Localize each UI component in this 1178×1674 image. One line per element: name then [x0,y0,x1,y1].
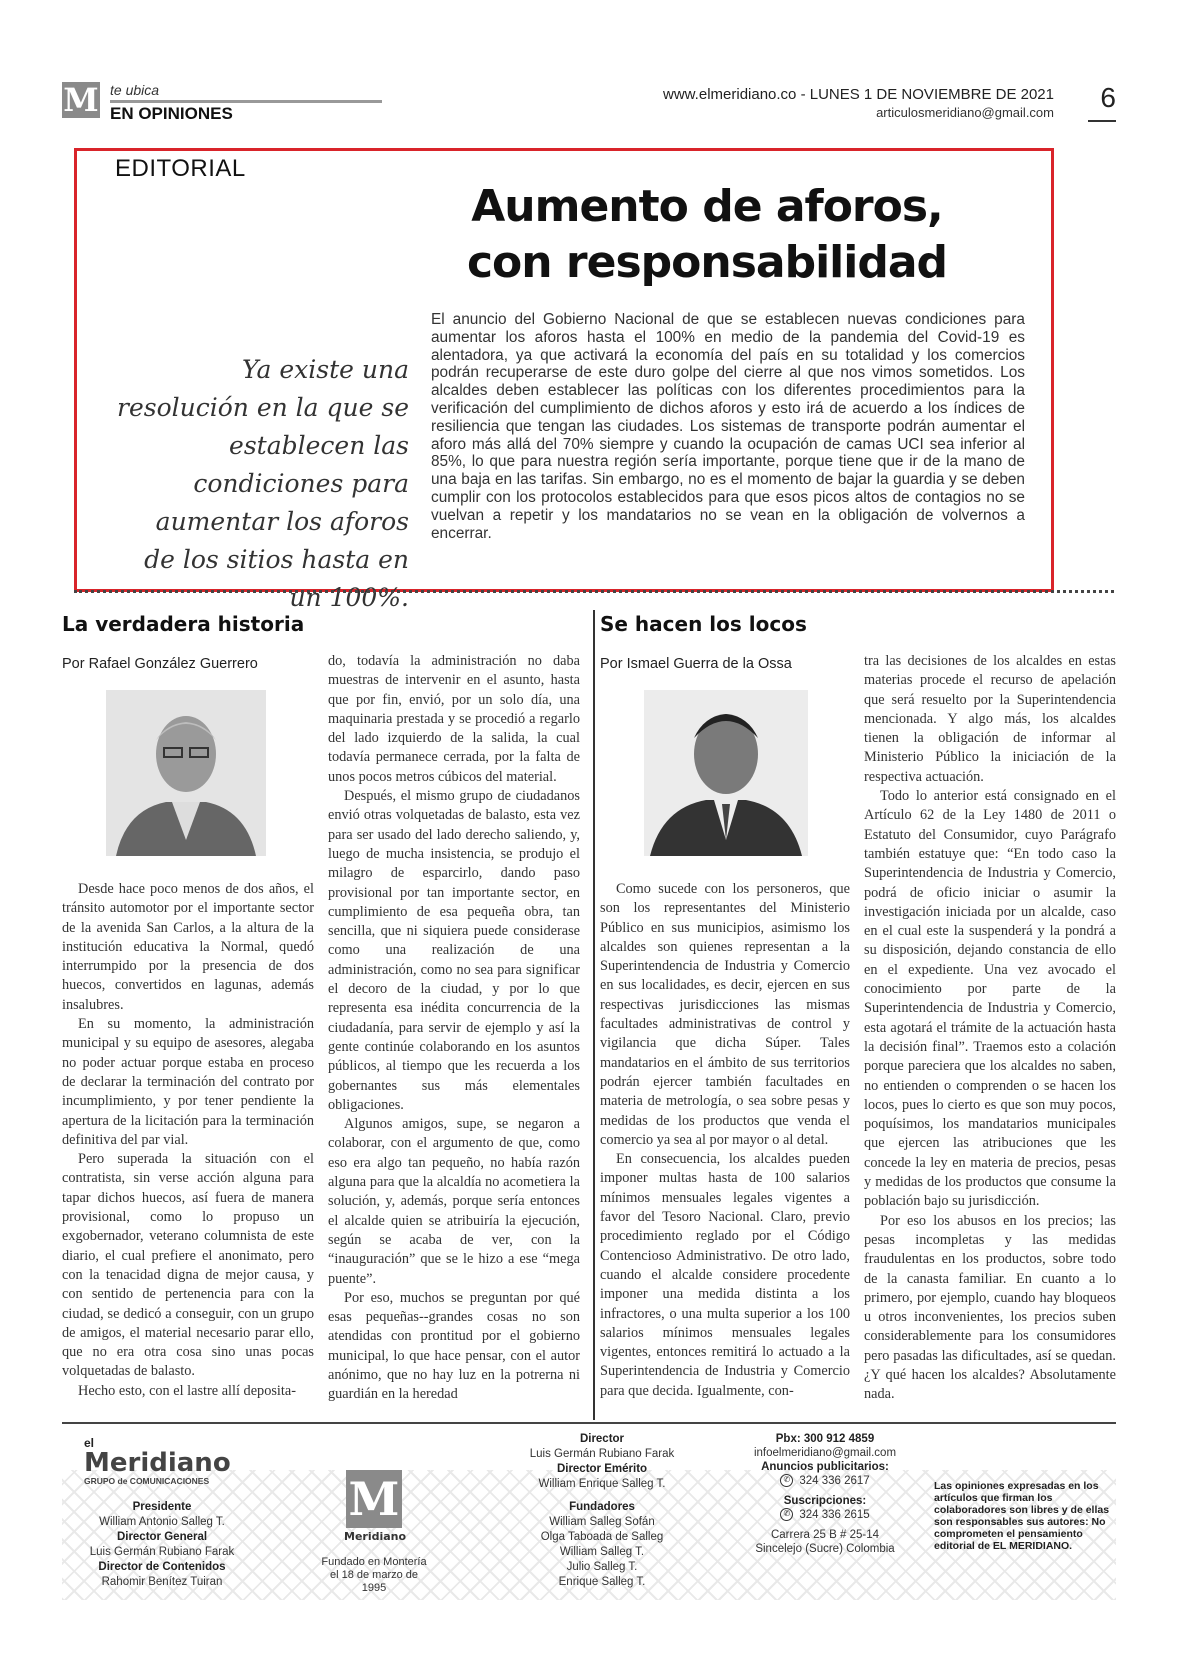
paragraph: En consecuencia, los alcaldes pueden imponer multas hasta de 100 salarios mínimos mensuales legales vigentes a favor del Tesoro Nacional. Claro, previo procedimiento reglado por el Código Contencioso Administrativo. De otro lado, cuando el alcalde considere procedente imponer una medida distinta a los infractores, o una multa superior a los 100 salarios mínimos mensuales legales vigentes, entonces remitirá lo actuado a la Superintendencia de Industria y Comercio para que decida. Igualmente, con- [600,1151,850,1399]
founder-name: Olga Taboada de Salleg [540,1531,664,1543]
header-rule [110,100,382,103]
staff-name: William Enrique Salleg T. [538,1478,666,1490]
address-line: Carrera 25 B # 25-14 [770,1529,880,1541]
founder-name: Julio Salleg T. [566,1561,638,1573]
subs-phone-row[interactable] [722,1508,928,1522]
founded-note: Fundado en Montería el 18 de marzo de 1995 [321,1556,427,1594]
brand-logo [84,1436,231,1486]
article1-byline: Por Rafael González Guerrero [62,656,258,672]
contact-block [722,1432,928,1556]
section-divider [74,590,1114,594]
author2-portrait-icon [644,690,808,856]
page-header [62,82,1116,130]
whatsapp-icon: ✆ [780,1474,793,1487]
role-label: Anuncios publicitarios: [761,1461,889,1473]
brand-name: Meridiano [84,1448,231,1478]
role-label: Fundadores [569,1501,635,1513]
paragraph: Después, el mismo grupo de ciudadanos envió otras volquetadas de balasto, esta vez para ser usado del lado derecho saliendo, y, luego de mucha insistencia, se produjo el milagro de esparcirlo, dando paso provisional por tan importante sector, en cumplimiento de esa pequeña obra, tan sencilla, que ni siquiera puede considerase como una realización de una administración, como no sea para significar el decoro de la ciudad, y por lo que representa esa inédita concurrencia de la ciudadanía, para servir de ejemplo y así la gente continúe colaborando en los asuntos públicos, al tiempo que les recuerda a los gobernantes sus más elementales obligaciones. [328,788,580,1113]
role-label: Suscripciones: [783,1495,867,1507]
role-label: Director Emérito [556,1463,648,1475]
editorial-label: EDITORIAL [115,155,246,182]
paragraph: Todo lo anterior está consignado en el Artículo 62 de la Ley 1480 de 2011 o Estatuto del Consumidor, cuyo Parágrafo también estatuye que: “En todo caso la Superintendencia de Industria y Comercio, podrá de oficio iniciar o asumir la investigación iniciada por un alcalde, caso en el cual este la suspenderá y la pondrá a su disposición, dejando constancia de ello en el expediente. Una vez avocado el conocimiento por parte de la Superintendencia de Industria y Comercio, esta agotará el trámite de la actuación hasta la decisión final”. Traemos esto a colación porque pareciera que los alcaldes no saben, no entienden o comprenden o se hacen los locos, pues lo cierto es que son muy pocos, poquísimos, los mandatarios municipales que ejercen las atribuciones que les concede la ley en materia de precios, pesas y medidas de los productos que consume la población bajo su jurisdicción. [864,788,1116,1210]
editorial-title-line2: con responsabilidad [466,237,948,288]
brand-el: el [84,1436,95,1450]
footer-rule [62,1422,1116,1424]
author2-photo [644,690,808,856]
pbx[interactable]: Pbx: 300 912 4859 [775,1433,875,1445]
author1-photo [106,690,266,856]
masthead-footer [62,1430,1116,1610]
page-number-rule [1088,120,1116,122]
founder-name: William Salleg Sofán [549,1516,655,1528]
header-info [663,86,1054,120]
paragraph: Por eso, muchos se preguntan por qué esas pequeñas--grandes cosas no son atendidas con prontitud por el gobierno municipal, lo que hace pensar, con el autor anónimo, que no hay luz en la potrerna ni guardián en la heredad [328,1289,580,1403]
staff-name: William Antonio Salleg T. [99,1516,225,1528]
paragraph: En su momento, la administración municipal y su equipo de asesores, alegaba no poder actuar porque estaba en proceso de declarar la terminación del contrato por incumplimiento, y por tener pendiente la apertura de la licitación para la terminación definitiva del par vial. [62,1016,314,1148]
meridiano-mark-icon: M [346,1470,402,1528]
paragraph: Algunos amigos, supe, se negaron a colaborar, con el argumento de que, como eso era algo tan pequeño, no había razón alguna para que la alcaldía no acometiera la solución, y, además, porque sería entonces el alcalde quien se atribuiría la ejecución, según se acaba de ver, con la “inauguración” que se le hizo a ese “mega puente”. [328,1116,580,1287]
role-label: Presidente [132,1501,192,1513]
article2-column1 [600,880,850,1401]
editorial-box [74,148,1054,612]
opinion-disclaimer: Las opiniones expresadas en los artículos que firman los colaboradores son libres y de ellas son responsables sus autores: No comprometen el pensamiento editorial de EL MERIDIANO. [934,1480,1110,1552]
article2-column2 [864,652,1116,1405]
contact-email[interactable]: articulosmeridiano@gmail.com [876,105,1054,120]
article1-column1 [62,880,314,1401]
paragraph: do, todavía la administración no daba muestras de intervenir en el asunto, hasta que por fin, envió, por un solo día, una maquinaria prestada y se procedió a regarlo del lado izquierdo de la salida, la cual todavía permanece cerrada, por la falta de unos pocos metros cúbicos del material. [328,653,580,785]
subs-phone: 324 336 2615 [799,1509,870,1521]
role-label: Director General [116,1531,208,1543]
paragraph: Por eso los abusos en los precios; las pesas incompletas y las medidas fraudulentas en los productos, sobre todo de la canasta familiar. En cuanto a lo primero, por ejemplo, cuando hay bloqueos u otros inconvenientes, los precios suben considerablemente para los consumidores pero pasadas las dificultades, así se quedan. ¿Y qué hacen los alcaldes? Absolutamente nada. [864,1212,1116,1403]
article2-byline: Por Ismael Guerra de la Ossa [600,656,792,672]
article2-title: Se hacen los locos [600,612,807,636]
ads-phone: 324 336 2617 [799,1475,870,1487]
column-rule [593,610,595,1420]
info-email[interactable]: infoelmeridiano@gmail.com [753,1447,897,1459]
staff-name: Rahomir Benítez Tuiran [101,1576,223,1588]
whatsapp-icon: ✆ [780,1508,793,1521]
staff-name: Luis Germán Rubiano Farak [529,1448,675,1460]
paragraph: tra las decisiones de los alcaldes en estas materias procede el recurso de apelación que será resuelto por la Superintendencia mencionada. Y algo más, los alcaldes tienen la obligación de informar al Ministerio Público la iniciación de la respectiva actuación. [864,653,1116,785]
brand-group: GRUPO de COMUNICACIONES [84,1476,210,1486]
role-label: Director de Contenidos [98,1561,226,1573]
section-name: EN OPINIONES [110,104,233,123]
site-url-date[interactable]: www.elmeridiano.co - LUNES 1 DE NOVIEMBRE DE 2021 [663,86,1054,103]
article1-column2 [328,652,580,1405]
paragraph: Como sucede con los personeros, que son los representantes del Ministerio Público en sus municipios, asimismo los alcaldes son quienes representan a la Superintendencia de Industria y Comercio en sus localidades, es decir, ejercen en sus respectivas jurisdicciones las mismas facultades administrativas de control y vigilancia que dicha Súper. Tales mandatarios en el ámbito de sus territorios podrán ejercer también facultades en materia de metrología, o sea sobre pesas y medidas de los productos que venda el comercio ya sea al por mayor o al detal. [600,881,850,1148]
mark-subtitle: Meridiano [344,1530,407,1543]
page-number: 6 [1100,82,1116,113]
staff-name: Luis Germán Rubiano Farak [89,1546,235,1558]
address-line: Sincelejo (Sucre) Colombia [755,1543,895,1555]
paragraph: Desde hace poco menos de dos años, el tránsito automotor por el importante sector de la avenida San Carlos, a la altura de la institución educativa la Normal, quedó interrumpido por la presencia de dos huecos, convertidos en lagunas, además insalubres. [62,881,314,1013]
founder-name: William Salleg T. [559,1546,645,1558]
article1-title: La verdadera historia [62,612,305,636]
tagline: te ubica [110,82,160,98]
staff-center [522,1432,682,1590]
founder-name: Enrique Salleg T. [558,1576,646,1588]
paragraph: Hecho esto, con el lastre allí deposita- [78,1382,296,1399]
paragraph: Pero superada la situación con el contratista, sin verse acción alguna para tapar dichos huecos, así fuera de manera provisional, como lo propuso un exgobernador, veterano columnista de este diario, el cual prefiere el anonimato, pero con la tenacidad digna de mejor causa, y con sentido de pertenencia para con la ciudad, se dedicó a conseguir, con un grupo de amigos, el material necesario parar ello, que no era otra cosa sino unas pocas volquetadas de balasto. [62,1151,314,1380]
editorial-title [377,179,1037,291]
editorial-body: El anuncio del Gobierno Nacional de que se establecen nuevas condiciones para aumentar los aforos hasta el 100% en medio de la pandemia del Covid-19 es alentadora, ya que activará la economía del país en su totalidad y los comercios podrán recuperarse de este duro golpe del cierre al que nos vimos sometidos. Los alcaldes deben establecer las políticas con los diferentes procedimientos para la verificación del cumplimiento de dichos aforos y esto irá de acuerdo a los índices de resiliencia que tengan las ciudades. Los sistemas de transporte podrán aumentar el aforo más allá del 70% siempre y cuando la ocupación de camas UCI sea inferior al 85%, lo que para nuestra región sería importante, porque tiene que ir de la mano de una baja en las tarifas. Sin embargo, no es el momento de bajar la guardia y se deben cumplir con los protocolos establecidos para que esos picos altos de contagios no se vuelvan a repetir y los mandatarios no se vean en la obligación de volvernos a encerrar. [431,311,1025,542]
meridiano-logo: M [63,81,99,119]
staff-left [82,1500,242,1590]
editorial-pull-quote: Ya existe una resolución en la que se establecen las condiciones para aumentar los aforos de los sitios hasta en un 100%. [117,355,409,612]
editorial-title-line1: Aumento de aforos, [471,181,943,232]
role-label: Director [579,1433,625,1445]
ads-phone-row[interactable] [722,1474,928,1488]
author1-portrait-icon [106,690,266,856]
